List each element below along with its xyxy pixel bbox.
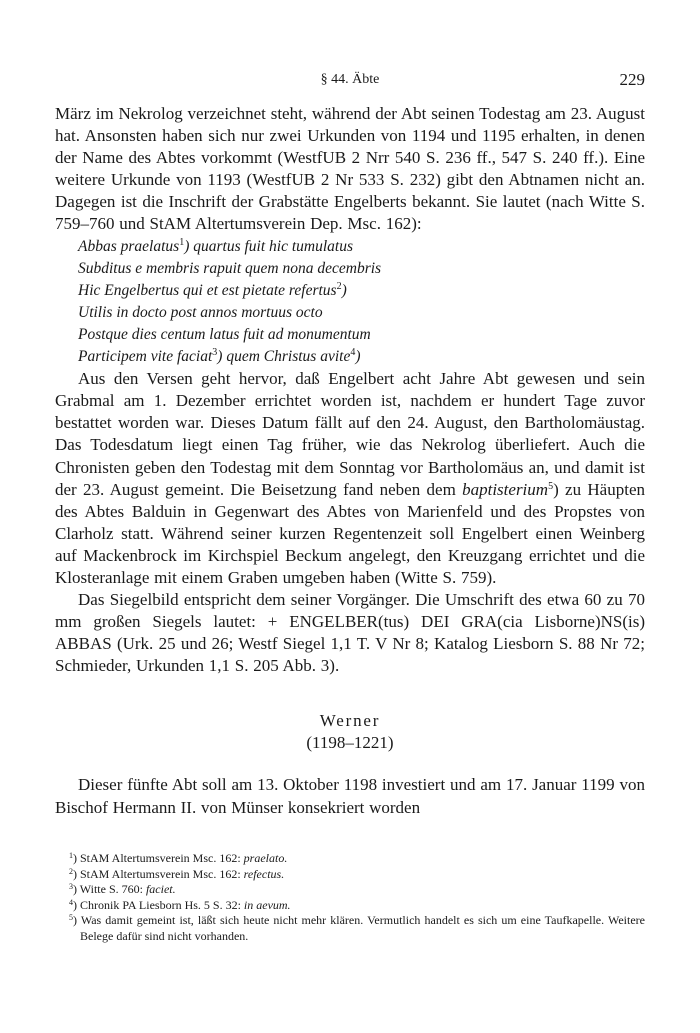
footnote: $^1$) StAM Altertumsverein Msc. 162: praelato. [69, 851, 288, 865]
page-number: 229 [619, 70, 645, 89]
verse-line: Utilis in docto post annos mortuus octo [78, 303, 323, 321]
footnote-ref: 1 [179, 236, 185, 248]
footnote-ref: 5 [548, 480, 554, 492]
paragraph-continuation: März im Nekrolog verzeichnet steht, während der Abt seinen Todestag am 23. August hat. Ansonsten haben sich nur zwei Urkunden von 1194 und 1195 erhalten, in denen der Name des Abtes vorkommt (WestfUB 2 Nrr 540 S. 236 ff., 547 S. 240 ff.). Eine weitere Urkunde von 1193 (WestfUB 2 Nr 533 S. 232) gibt den Abtnamen nicht an. Dagegen ist die Inschrift der Grabstätte Engelberts bekannt. Sie lautet (nach Witte S. 759–760 und StAM Altertumsverein Dep. Msc. 162): [55, 104, 645, 234]
footnotes [55, 851, 645, 944]
footnote: $^3$) Witte S. 760: faciet. [69, 882, 176, 896]
footnote-ref: 4 [350, 347, 356, 359]
verse-line: Postque dies centum latus fuit ad monumentum [78, 325, 371, 343]
abbot-heading: Werner [319, 711, 381, 731]
verse-line: Abbas praelatus$^1$) quartus fuit hic tumulatus [78, 236, 353, 255]
footnote: $^4$) Chronik PA Liesborn Hs. 5 S. 32: in aevum. [69, 897, 291, 912]
verse-line: Hic Engelbertus qui et est pietate refertus$^2$) [78, 280, 347, 299]
italic-term: baptisterium [462, 479, 549, 499]
footnote: $^5$) Was damit gemeint ist, läßt sich heute nicht mehr klären. Vermutlich handelt es sich um eine Taufkapelle. Weitere Belege dafür sind nicht vorhanden. [69, 913, 645, 943]
running-header [55, 72, 645, 94]
paragraph-burial: Aus den Versen geht hervor, daß Engelbert acht Jahre Abt gewesen und sein Grabmal am 1. Dezember errichtet worden ist, nachdem er hundert Tage zuvor bestattet worden war. Dieses Datum fällt auf den 24. August, den Bartholomäustag. Das Todesdatum liegt einen Tag früher, wie das Nekrolog überliefert. Auch die Chronisten geben den Todestag mit dem Sonntag vor Bartholomäus an, und damit ist der 23. August gemeint. Die Beisetzung fand neben dem baptisterium$^5$) zu Häupten des Abtes Balduin in Gegenwart des Abtes von Marienfeld und des Propstes von Clarholz statt. Während seiner kurzen Regentenzeit soll Engelbert einen Weinberg auf Mackenbrock im Kirchspiel Beckum angelegt, den Kreuzgang errichtet und die Klosteranlage mit einem Graben umgeben haben (Witte S. 759). [55, 369, 645, 587]
verse-line: Subditus e membris rapuit quem nona decembris [78, 259, 382, 277]
main-text [55, 103, 645, 819]
paragraph-seal: Das Siegelbild entspricht dem seiner Vorgänger. Die Umschrift des etwa 60 zu 70 mm großen Siegels lautet: + ENGELBER(tus) DEI GRA(cia Lisborne)NS(is) ABBAS (Urk. 25 und 26; Westf Siegel 1,1 T. V Nr 8; Katalog Liesborn S. 88 Nr 72; Schmieder, Urkunden 1,1 S. 205 Abb. 3). [55, 590, 645, 676]
footnote: $^2$) StAM Altertumsverein Msc. 162: refectus. [69, 866, 285, 881]
verse-line: Participem vite faciat$^3$) quem Christus avite$^4$) [78, 347, 361, 366]
grave-inscription [78, 236, 645, 369]
abbot-dates: (1198–1221) [306, 733, 394, 753]
footnote-ref: 3 [212, 347, 218, 359]
section-title: § 44. Äbte [320, 72, 380, 87]
footnote-ref: 2 [336, 280, 342, 292]
paragraph-werner: Dieser fünfte Abt soll am 13. Oktober 1198 investiert und am 17. Januar 1199 von Bischof Hermann II. von Münser konsekriert worden [55, 775, 645, 817]
